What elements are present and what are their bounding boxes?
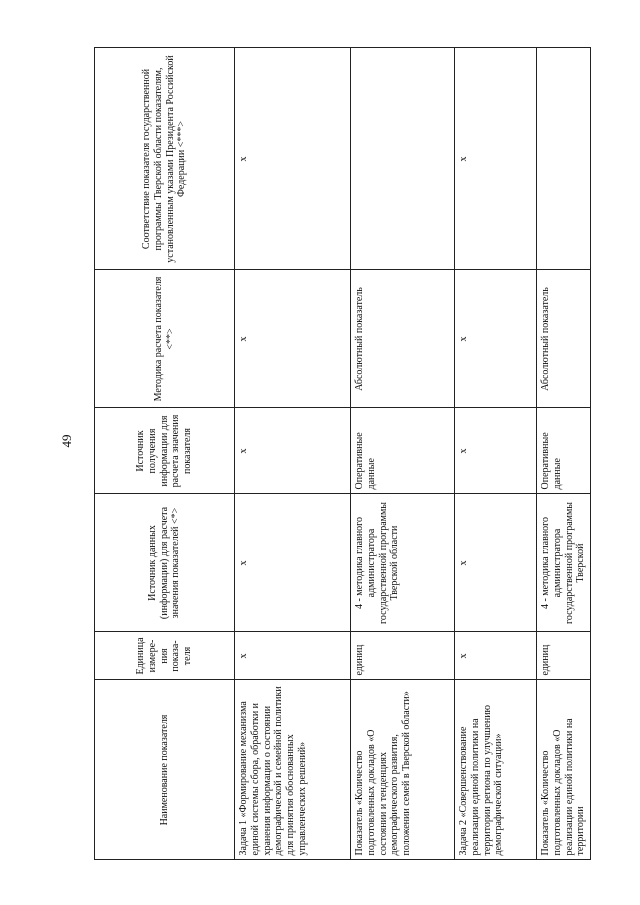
cell-calc-method: x <box>455 270 537 408</box>
cell-info-source: Оперативные данные <box>351 408 455 494</box>
cell-calc-method: Абсолютный показатель <box>351 270 455 408</box>
cell-info-source: x <box>235 408 351 494</box>
cell-indicator-name: Показатель «Количество подготовленных докладов «О состоянии и тенденциях демографического развития, положении семей в Тверской области» <box>351 680 455 860</box>
cell-decree-compliance <box>537 48 591 270</box>
cell-decree-compliance <box>351 48 455 270</box>
cell-data-source: x <box>235 494 351 632</box>
cell-unit: единиц <box>537 632 591 680</box>
indicators-table <box>94 48 591 861</box>
header-info-source: Источник получения информации для расчета значения показателя <box>95 408 235 494</box>
table-row <box>235 48 351 860</box>
header-calc-method: Методика расчета показателя <**> <box>95 270 235 408</box>
cell-unit: единиц <box>351 632 455 680</box>
header-unit: Единица измере-ния показа-теля <box>95 632 235 680</box>
cell-calc-method: x <box>235 270 351 408</box>
table-header-row <box>95 48 235 860</box>
cell-info-source: x <box>455 408 537 494</box>
cell-indicator-name: Задача 1 «Формирование механизма единой системы сбора, обработки и хранения информации о состоянии демографической и семейной политики для принятия обоснованных управленческих решений» <box>235 680 351 860</box>
cell-data-source: 4 - методика главного администратора государственной программы Тверской <box>537 494 591 632</box>
header-data-source: Источник данных (информации) для расчета значения показателей <*> <box>95 494 235 632</box>
cell-data-source: 4 - методика главного администратора государственной программы Тверской области <box>351 494 455 632</box>
header-indicator-name: Наименование показателя <box>95 680 235 860</box>
cell-data-source: x <box>455 494 537 632</box>
cell-decree-compliance: x <box>455 48 537 270</box>
cell-indicator-name: Задача 2 «Совершенствование реализации единой политики на территории региона по улучшению демографической ситуации» <box>455 680 537 860</box>
cell-unit: x <box>455 632 537 680</box>
table-row <box>351 48 455 860</box>
cell-decree-compliance: x <box>235 48 351 270</box>
header-decree-compliance: Соответствие показателя государственной программы Тверской области показателям, установленным указами Президента Российской Федерации <***> <box>95 48 235 270</box>
cell-indicator-name: Показатель «Количество подготовленных докладов «О реализации единой политики на территории <box>537 680 591 860</box>
cell-info-source: Оперативные данные <box>537 408 591 494</box>
table-row <box>537 48 591 860</box>
page-number: 49 <box>59 434 74 448</box>
cell-unit: x <box>235 632 351 680</box>
table-row <box>455 48 537 860</box>
indicators-table-wrapper <box>94 48 587 860</box>
cell-calc-method: Абсолютный показатель <box>537 270 591 408</box>
